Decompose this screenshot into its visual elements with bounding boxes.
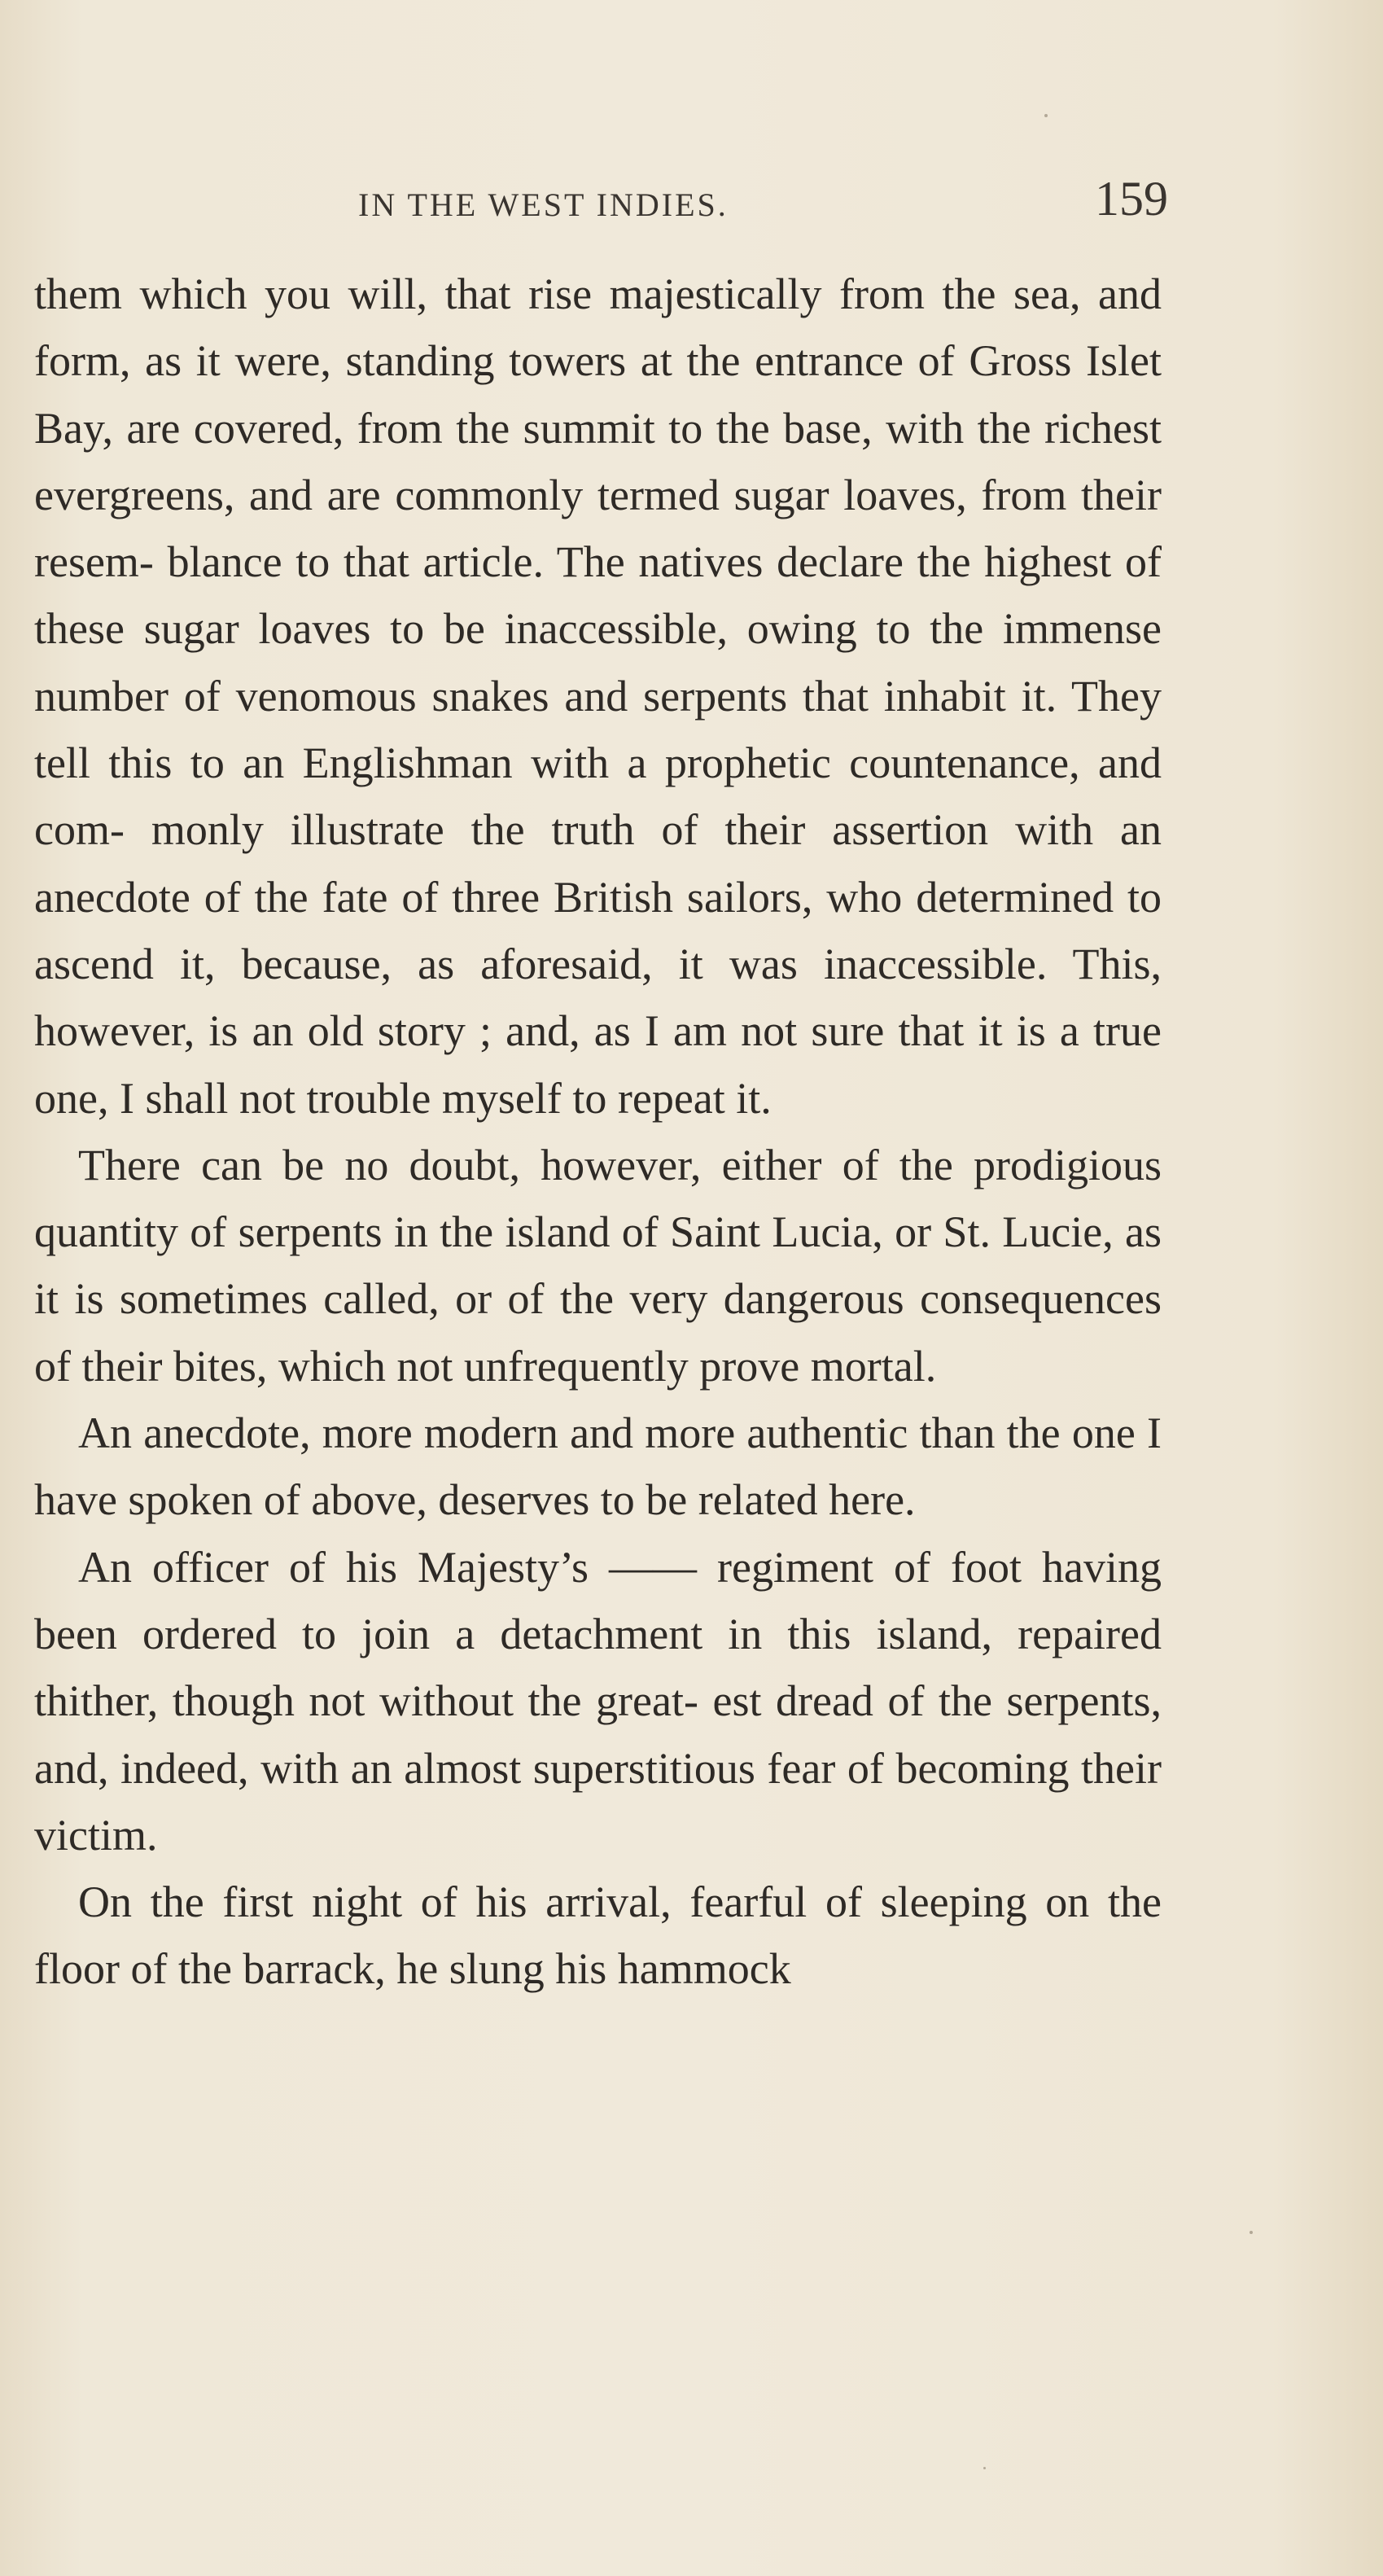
- paragraph-anecdote: An anecdote, more modern and more authentic than the one I have spoken of above, deserves to be related here.: [34, 1408, 1162, 1525]
- paper-speck: [1250, 2231, 1253, 2234]
- paragraph-continued: them which you will, that rise majestically from the sea, and form, as it were, standing towers at the entrance of Gross Islet Bay, are covered, from the summit to the base, with the richest evergreens, and are commonly termed sugar loaves, from their resem- blance to that article. The natives declare the highest of these sugar loaves to be inaccessible, owing to the immense number of venomous snakes and serpents that inhabit it. They tell this to an Englishman with a prophetic countenance, and com- monly illustrate the truth of their assertion with an anecdote of the fate of three British sailors, who determined to ascend it, because, as aforesaid, it was inaccessible. This, however, is an old story ; and, as I am not sure that it is a true one, I shall not trouble myself to repeat it.: [34, 269, 1162, 1123]
- body-text: [34, 261, 1162, 2003]
- paragraph-officer: An officer of his Majesty’s —— regiment of foot having been ordered to join a detachment in this island, repaired thither, though not without the great- est dread of the serpents, and, indeed, with an almost superstitious fear of becoming their victim.: [34, 1542, 1162, 1860]
- paragraph-first-night: On the first night of his arrival, fearful of sleeping on the floor of the barrack, he slung his hammock: [34, 1877, 1162, 1994]
- running-title: IN THE WEST INDIES.: [358, 186, 729, 223]
- paragraph-serpents: There can be no doubt, however, either of the prodigious quantity of serpents in the island of Saint Lucia, or St. Lucie, as it is sometimes called, or of the very dangerous consequences of their bites, which not unfrequently prove mortal.: [34, 1140, 1162, 1391]
- paper-speck: [983, 2467, 986, 2469]
- paper-speck: [1044, 114, 1048, 117]
- running-head: [33, 171, 1168, 228]
- page-number: 159: [1095, 172, 1168, 226]
